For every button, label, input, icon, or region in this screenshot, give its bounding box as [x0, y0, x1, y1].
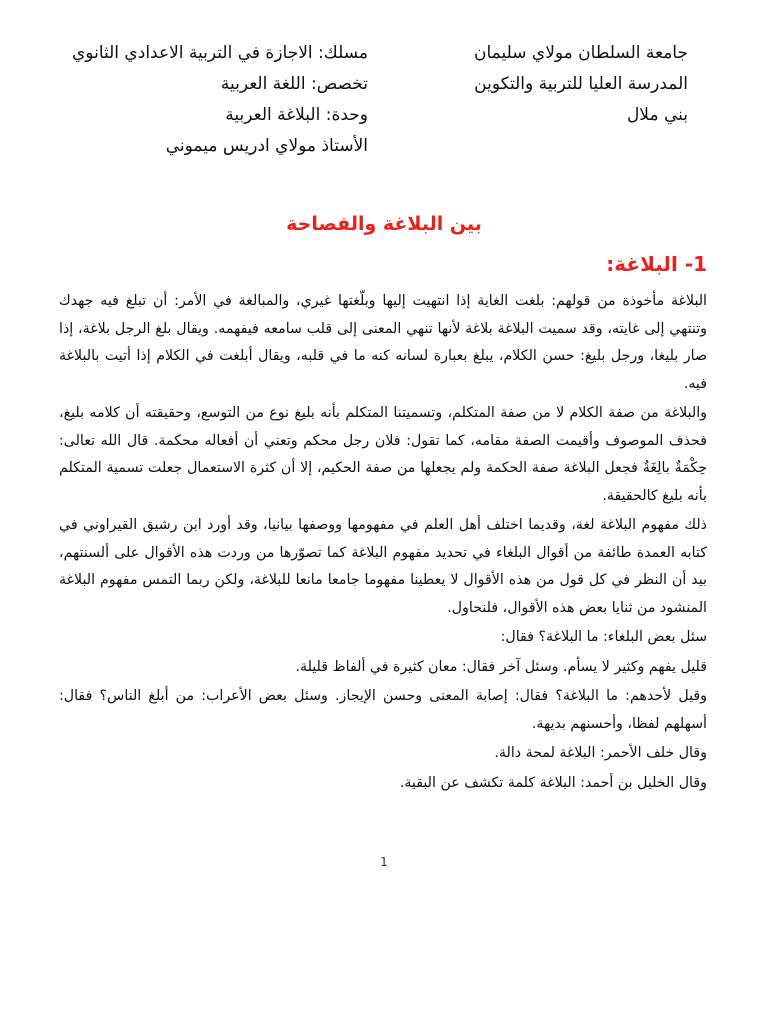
- document-title: بين البلاغة والفصاحة: [286, 213, 482, 235]
- specialization-line: تخصص: اللغة العربية: [220, 74, 368, 94]
- program-line: مسلك: الاجازة في التربية الاعدادي الثانوي: [72, 43, 368, 63]
- paragraph: وقيل لأحدهم: ما البلاغة؟ فقال: إصابة المعنى وحسن الإيجاز. وسئل بعض الأعراب: من أبلغ الناس؟ فقال: أسهلهم لفظا، وأحسنهم بديهة.: [59, 688, 707, 732]
- section-heading: 1- البلاغة:: [606, 252, 707, 276]
- paragraph: قليل يفهم وكثير لا يسأم. وسئل آخر فقال: معان كثيرة في ألفاظ قليلة.: [295, 658, 707, 675]
- school-name: المدرسة العليا للتربية والتكوين: [474, 74, 688, 94]
- university-name: جامعة السلطان مولاي سليمان: [473, 43, 688, 63]
- paragraph: والبلاغة من صفة الكلام لا من صفة المتكلم، وتسميتنا المتكلم بأنه بليغ نوع من التوسع، وحقيقته أن كلامه بليغ، فحذف الموصوف وأقيمت الصفة مقامه، كما تقول: فلان رجل محكم وتعني أن أفعاله محكمة. قال الله تعالى: حِكْمَةٌ بالِغَةٌ فجعل البلاغة صفة الحكمة ولم يجعلها من صفة الحكيم، إلا أن كثرة الاستعمال جعلت تسمية المتكلم بأنه بليغ كالحقيقة.: [59, 405, 707, 504]
- paragraph: وقال الخليل بن أحمد: البلاغة كلمة تكشف عن البقية.: [399, 774, 707, 791]
- page-number: 1: [380, 855, 388, 869]
- header-institution: [388, 38, 688, 131]
- city-name: بني ملال: [626, 105, 688, 125]
- header-course-info: [28, 38, 368, 162]
- professor-line: الأستاذ مولاي ادريس ميموني: [165, 136, 368, 156]
- paragraph: ذلك مفهوم البلاغة لغة، وقديما اختلف أهل العلم في مفهومها ووصفها بيانيا، وقد أورد ابن رشيق القيراوني في كتابه العمدة طائفة من أقوال البلغاء في تحديد مفهوم البلاغة كما تصوّرها من وردت هذه الأقوال على ألسنتهم، بيد أن النظر في كل قول من هذه الأقوال لا يعطينا مفهوما جامعا مانعا للبلاغة، ولكن ربما التمس مفهوم البلاغة المنشود من ثنايا بعض هذه الأقوال، فلنحاول.: [59, 517, 707, 616]
- paragraph: البلاغة مأخوذة من قولهم: بلغت الغاية إذا انتهيت إليها وبلّغتها غيري، والمبالغة في الأمر: أن تبلغ فيه جهدك وتنتهي إلى غايته، وقد سميت البلاغة بلاغة لأنها تنهي المعنى إلى قلب سامعه فيفهمه. ويقال بلغ الرجل بلاغة، إذا صار بليغا، ورجل بليغ: حسن الكلام، يبلغ بعبارة لسانه كنه ما في قلبه، ويقال أبلغت في الكلام إذا أتيت بالبلاغة فيه.: [59, 293, 707, 392]
- paragraph: سئل بعض البلغاء: ما البلاغة؟ فقال:: [500, 629, 707, 645]
- body-text: [59, 288, 707, 799]
- module-line: وحدة: البلاغة العربية: [225, 105, 368, 125]
- paragraph: وقال خلف الأحمر: البلاغة لمحة دالة.: [494, 745, 707, 761]
